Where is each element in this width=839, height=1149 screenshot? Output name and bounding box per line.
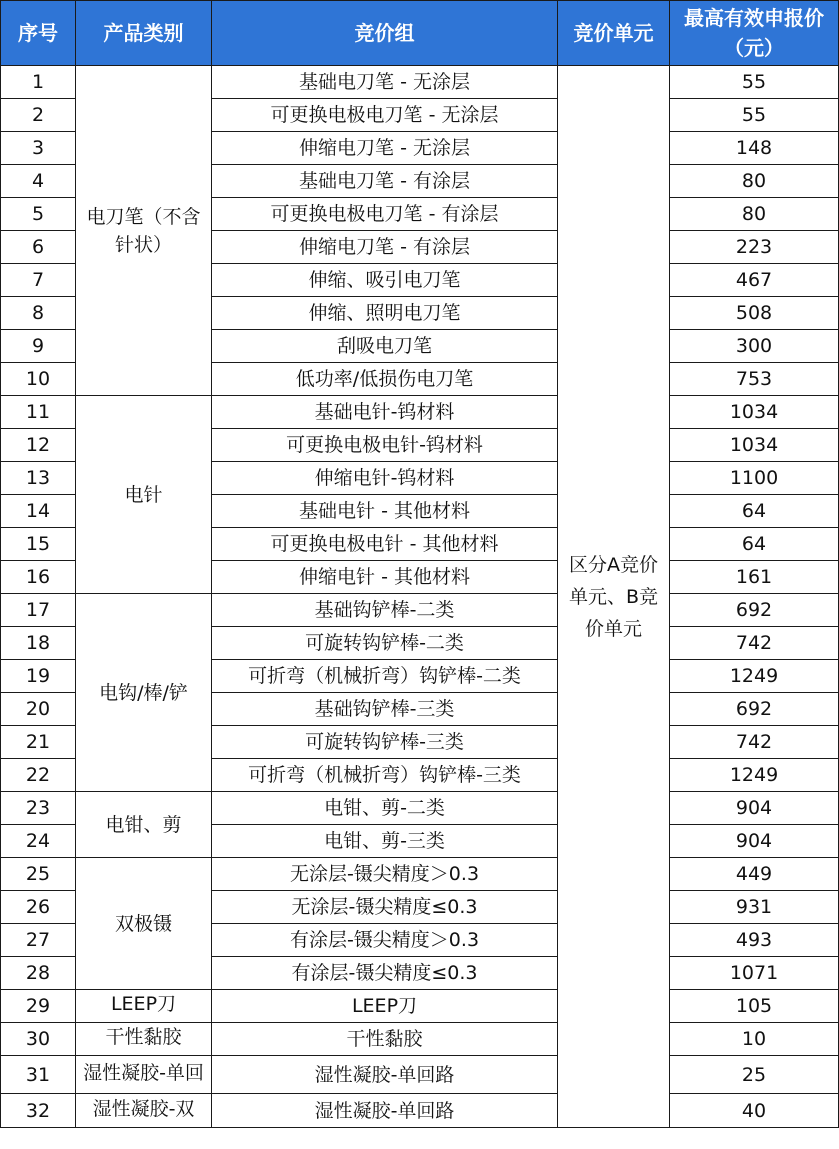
category-cell [76,594,212,792]
row-number: 27 [1,924,76,957]
row-number: 1 [1,66,76,99]
max-price-cell: 64 [670,495,839,528]
max-price-cell: 692 [670,594,839,627]
category-label: 电针 [124,483,163,506]
table-row [1,396,839,429]
max-price-cell: 904 [670,825,839,858]
bid-group-cell: 基础电刀笔 - 无涂层 [212,66,558,99]
row-number: 30 [1,1023,76,1056]
bid-group-cell: 伸缩电刀笔 - 有涂层 [212,231,558,264]
bid-group-cell: 基础电针-钨材料 [212,396,558,429]
max-price-cell: 148 [670,132,839,165]
max-price-cell: 508 [670,297,839,330]
bid-group-cell: 电钳、剪-二类 [212,792,558,825]
bid-group-cell: 电钳、剪-三类 [212,825,558,858]
bid-group-cell: 湿性凝胶-单回路 [212,1056,558,1094]
category-cell [76,1023,212,1056]
max-price-cell: 1071 [670,957,839,990]
table-row [1,792,839,825]
max-price-cell: 161 [670,561,839,594]
max-price-cell: 1249 [670,660,839,693]
header-no: 序号 [1,1,76,66]
max-price-cell: 753 [670,363,839,396]
header-group: 竞价组 [212,1,558,66]
row-number: 11 [1,396,76,429]
row-number: 2 [1,99,76,132]
row-number: 22 [1,759,76,792]
max-price-cell: 300 [670,330,839,363]
max-price-cell: 742 [670,627,839,660]
row-number: 26 [1,891,76,924]
bid-group-cell: 伸缩、照明电刀笔 [212,297,558,330]
bid-group-cell: 伸缩电刀笔 - 无涂层 [212,132,558,165]
max-price-cell: 1034 [670,396,839,429]
row-number: 28 [1,957,76,990]
bid-group-cell: 可旋转钩铲棒-二类 [212,627,558,660]
row-number: 31 [1,1056,76,1094]
row-number: 14 [1,495,76,528]
bid-group-cell: 无涂层-镊尖精度≤0.3 [212,891,558,924]
bid-group-cell: 基础钩铲棒-三类 [212,693,558,726]
row-number: 18 [1,627,76,660]
row-number: 13 [1,462,76,495]
table-row [1,1094,839,1128]
max-price-cell: 692 [670,693,839,726]
category-label: 湿性凝胶-单回 [83,1061,204,1084]
category-label: 干性黏胶 [105,1026,182,1048]
table-row [1,66,839,99]
row-number: 25 [1,858,76,891]
bid-group-cell: 可折弯（机械折弯）钩铲棒-三类 [212,759,558,792]
row-number: 8 [1,297,76,330]
bid-group-cell: 无涂层-镊尖精度＞0.3 [212,858,558,891]
bid-unit-cell: 区分A竞价单元、B竞价单元 [558,66,670,1128]
bid-group-cell: 可旋转钩铲棒-三类 [212,726,558,759]
bid-group-cell: 湿性凝胶-单回路 [212,1094,558,1128]
max-price-cell: 10 [670,1023,839,1056]
bid-group-cell: 可折弯（机械折弯）钩铲棒-二类 [212,660,558,693]
row-number: 19 [1,660,76,693]
row-number: 7 [1,264,76,297]
table-row [1,990,839,1023]
bid-group-cell: 基础钩铲棒-二类 [212,594,558,627]
bid-group-cell: 可更换电极电针 - 其他材料 [212,528,558,561]
category-label: 湿性凝胶-双 [92,1097,195,1120]
max-price-cell: 105 [670,990,839,1023]
header-row [1,1,839,66]
category-label: 电钳、剪 [105,813,182,836]
max-price-cell: 449 [670,858,839,891]
max-price-cell: 1249 [670,759,839,792]
header-price: 最高有效申报价（元） [670,1,839,66]
bid-group-cell: 基础电刀笔 - 有涂层 [212,165,558,198]
category-cell [76,1056,212,1094]
category-label: 电钩/棒/铲 [99,681,188,704]
bid-group-cell: 伸缩电针 - 其他材料 [212,561,558,594]
max-price-cell: 40 [670,1094,839,1128]
max-price-cell: 931 [670,891,839,924]
category-cell [76,1094,212,1128]
bid-group-cell: 有涂层-镊尖精度≤0.3 [212,957,558,990]
bid-group-cell: 基础电针 - 其他材料 [212,495,558,528]
row-number: 32 [1,1094,76,1128]
row-number: 4 [1,165,76,198]
category-cell [76,990,212,1023]
row-number: 10 [1,363,76,396]
row-number: 3 [1,132,76,165]
row-number: 15 [1,528,76,561]
max-price-cell: 904 [670,792,839,825]
bid-group-cell: 伸缩、吸引电刀笔 [212,264,558,297]
max-price-cell: 25 [670,1056,839,1094]
bid-group-cell: 伸缩电针-钨材料 [212,462,558,495]
header-unit: 竞价单元 [558,1,670,66]
table-row [1,1056,839,1094]
category-cell [76,858,212,990]
max-price-cell: 64 [670,528,839,561]
max-price-cell: 742 [670,726,839,759]
max-price-cell: 55 [670,99,839,132]
category-label: 电刀笔（不含针状） [86,205,201,256]
max-price-cell: 223 [670,231,839,264]
bid-group-cell: 可更换电极电刀笔 - 有涂层 [212,198,558,231]
category-cell [76,66,212,396]
row-number: 20 [1,693,76,726]
max-price-cell: 493 [670,924,839,957]
row-number: 17 [1,594,76,627]
table-body [1,66,839,1128]
table-row [1,858,839,891]
bid-group-cell: 有涂层-镊尖精度＞0.3 [212,924,558,957]
max-price-cell: 467 [670,264,839,297]
row-number: 12 [1,429,76,462]
table-row [1,594,839,627]
max-price-cell: 80 [670,198,839,231]
bid-group-cell: LEEP刀 [212,990,558,1023]
header-category: 产品类别 [76,1,212,66]
row-number: 29 [1,990,76,1023]
row-number: 16 [1,561,76,594]
category-label: LEEP刀 [110,993,177,1015]
max-price-cell: 1100 [670,462,839,495]
max-price-cell: 55 [670,66,839,99]
row-number: 24 [1,825,76,858]
category-cell [76,792,212,858]
max-price-cell: 80 [670,165,839,198]
bid-group-cell: 低功率/低损伤电刀笔 [212,363,558,396]
table-row [1,1023,839,1056]
category-label: 双极镊 [114,912,172,935]
bid-group-cell: 刮吸电刀笔 [212,330,558,363]
bid-group-cell: 可更换电极电刀笔 - 无涂层 [212,99,558,132]
row-number: 9 [1,330,76,363]
max-price-cell: 1034 [670,429,839,462]
row-number: 23 [1,792,76,825]
category-cell [76,396,212,594]
row-number: 21 [1,726,76,759]
row-number: 6 [1,231,76,264]
bid-group-cell: 可更换电极电针-钨材料 [212,429,558,462]
bid-group-cell: 干性黏胶 [212,1023,558,1056]
row-number: 5 [1,198,76,231]
